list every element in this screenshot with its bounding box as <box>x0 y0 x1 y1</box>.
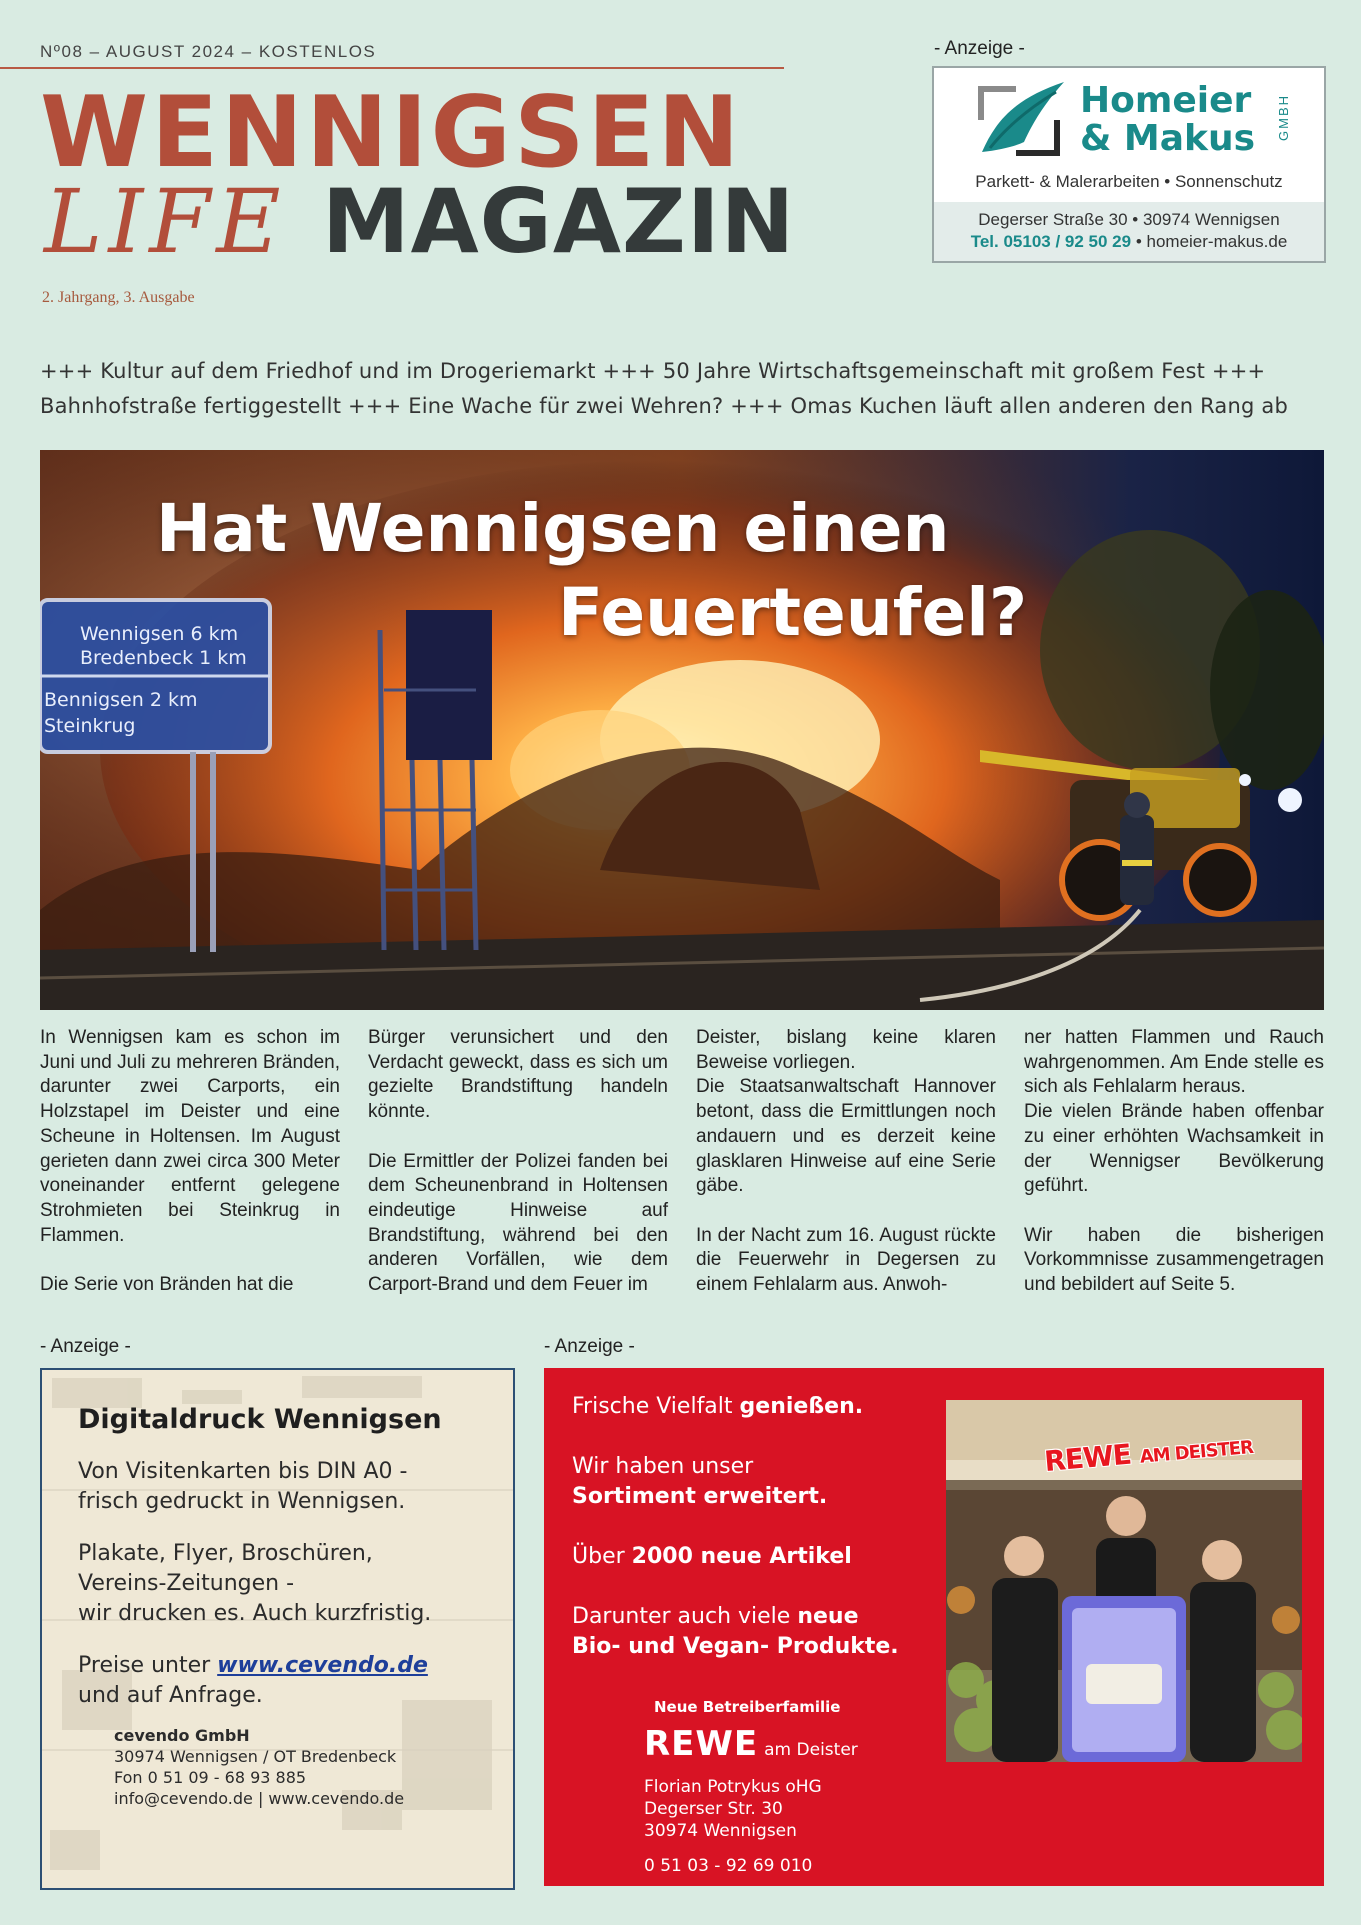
article-column-4 <box>1024 1026 1324 1298</box>
article-column-3 <box>696 1026 996 1298</box>
rewe-line-3 <box>572 1542 952 1572</box>
services-text: Parkett- & Malerarbeiten • Sonnenschutz <box>975 172 1283 191</box>
price-prefix: Preise unter <box>78 1653 218 1678</box>
teaser-line-2: Bahnhofstraße fertiggestellt +++ Eine Wache für zwei Wehren? +++ Omas Kuchen läuft allen anderen den Rang ab <box>40 394 1289 418</box>
sign-text-1: Wennigsen 6 km <box>80 623 239 645</box>
address-box <box>934 202 1324 261</box>
homeier-makus-ad[interactable] <box>932 66 1326 263</box>
article-paragraph: Die Serie von Bränden hat die <box>40 1274 294 1296</box>
contact-separator: • <box>1131 232 1147 251</box>
sign-text-2: Bredenbeck 1 km <box>80 647 247 669</box>
sign-text-3: Bennigsen 2 km <box>44 689 198 711</box>
masthead-title-life: LIFE <box>44 170 287 273</box>
ad-text-line: frisch gedruckt in Wennigsen. <box>78 1489 406 1514</box>
rewe-text-bold: Sortiment erweitert. <box>572 1484 828 1509</box>
homeier-makus-logo-icon <box>976 80 1066 160</box>
rewe-line-4 <box>572 1602 952 1662</box>
article-paragraph: Deister, bislang keine klaren Beweise vorliegen. <box>696 1027 996 1073</box>
hero-headline-line-2: Feuerteufel? <box>558 574 1028 651</box>
rewe-text-bold: neue <box>797 1604 859 1629</box>
article-paragraph: In Wennigsen kam es schon im Juni und Juli zu mehreren Bränden, darunter zwei Carports, ein Holzstapel im Deister und eine Scheune in Holtensen. Im August gerieten dann zwei circa 300 Meter voneinander entfernt gelegene Strohmieten bei Steinkrug in Flammen. <box>40 1027 340 1246</box>
ad-text-line: Vereins-Zeitungen - <box>78 1571 295 1596</box>
masthead-title-magazin: MAGAZIN <box>322 170 796 273</box>
rewe-text: Frische Vielfalt <box>572 1394 740 1419</box>
rewe-logo-text: REWE <box>644 1724 759 1764</box>
rewe-text-bold: genießen. <box>739 1394 864 1419</box>
ad-text-line: und auf Anfrage. <box>78 1683 263 1708</box>
rewe-city: 30974 Wennigsen <box>644 1821 797 1841</box>
rewe-store-photo <box>946 1400 1302 1762</box>
hero-fire-photo <box>40 450 1324 1010</box>
rewe-text-bold: Bio- und Vegan- Produkte. <box>572 1634 899 1659</box>
company-line-1: Homeier <box>1080 80 1252 121</box>
rewe-text: Wir haben unser <box>572 1454 754 1479</box>
store-sign-brand: REWE <box>1042 1437 1133 1479</box>
issue-line: Nº08 – AUGUST 2024 – KOSTENLOS <box>40 42 377 61</box>
company-phone: Tel. 05103 / 92 50 29 <box>970 232 1132 251</box>
rewe-text: Über <box>572 1544 632 1569</box>
rewe-ad-label: - Anzeige - <box>544 1336 635 1357</box>
rewe-logo-suffix: am Deister <box>764 1740 858 1760</box>
company-contact <box>934 232 1324 252</box>
masthead-title-wennigsen: WENNIGSEN <box>40 76 743 190</box>
article-column-1 <box>40 1026 340 1298</box>
top-ad-label: - Anzeige - <box>934 38 1025 59</box>
company-website-link[interactable]: homeier-makus.de <box>1146 232 1288 251</box>
rewe-line-2 <box>572 1452 952 1512</box>
ad-price-line <box>78 1651 498 1681</box>
digitaldruck-ad[interactable] <box>40 1368 515 1890</box>
volume-info: 2. Jahrgang, 3. Ausgabe <box>42 289 195 306</box>
article-column-2 <box>368 1026 668 1298</box>
article-paragraph: Bürger verunsichert und den Verdacht geweckt, dass es sich um gezielte Brandstiftung handeln könnte. <box>368 1027 668 1123</box>
sign-text-4: Steinkrug <box>44 715 136 737</box>
digitaldruck-title: Digitaldruck Wennigsen <box>78 1404 442 1435</box>
teaser-line-1: +++ Kultur auf dem Friedhof und im Drogeriemarkt +++ 50 Jahre Wirtschaftsgemeinschaft mit großem Fest +++ <box>40 359 1266 383</box>
article-paragraph: Die Staatsanwaltschaft Hannover betont, dass die Ermittlungen noch andauern und es derzeit keine glasklaren Hinweise auf eine Serie gäbe. <box>696 1076 996 1197</box>
digitaldruck-ad-label: - Anzeige - <box>40 1336 131 1357</box>
rewe-phone: 0 51 03 - 92 69 010 <box>644 1856 813 1876</box>
rewe-line-1 <box>572 1392 952 1422</box>
article-paragraph: In der Nacht zum 16. August rückte die Feuerwehr in Degersen zu einem Fehlalarm aus. Anwoh- <box>696 1224 996 1296</box>
cevendo-company-block <box>114 1725 498 1809</box>
rewe-street: Degerser Str. 30 <box>644 1799 783 1819</box>
rewe-text: Darunter auch viele <box>572 1604 798 1629</box>
company-line-2: & Makus <box>1080 118 1256 159</box>
rewe-text-bold: 2000 neue Artikel <box>631 1544 852 1569</box>
rewe-ad-text <box>572 1392 952 1692</box>
article-paragraph: Wir haben die bisherigen Vorkommnisse zusammengetragen und bebildert auf Seite 5. <box>1024 1224 1324 1296</box>
company-address: 30974 Wennigsen / OT Bredenbeck <box>114 1747 397 1766</box>
hero-headline-line-1: Hat Wennigsen einen <box>156 490 950 567</box>
rewe-brand <box>644 1724 858 1764</box>
rewe-ad[interactable] <box>544 1368 1324 1886</box>
article-paragraph: Die Ermittler der Polizei fanden bei dem Scheunenbrand in Holtensen eindeutige Hinweise auf Brandstiftung, während bei den anderen Vorfällen, wie dem Carport-Brand und dem Feuer im <box>368 1150 668 1296</box>
company-name: cevendo GmbH <box>114 1726 250 1745</box>
rewe-family-label: Neue Betreiberfamilie <box>654 1698 841 1716</box>
rewe-address <box>644 1776 822 1842</box>
company-phone: Fon 0 51 09 - 68 93 885 <box>114 1768 307 1787</box>
article-paragraph: ner hatten Flammen und Rauch wahrgenommen. Am Ende stelle es sich als Fehlalarm heraus. <box>1024 1027 1324 1098</box>
masthead-divider <box>0 67 784 69</box>
rewe-owner: Florian Potrykus oHG <box>644 1777 822 1797</box>
company-address: Degerser Straße 30 • 30974 Wennigsen <box>978 210 1280 229</box>
company-contact: info@cevendo.de | www.cevendo.de <box>114 1789 405 1808</box>
article-paragraph: Die vielen Brände haben offenbar zu einer erhöhten Wachsamkeit in der Wennigser Bevölkerung geführt. <box>1024 1101 1324 1197</box>
company-suffix: GMBH <box>1276 94 1291 141</box>
ad-text-line: Plakate, Flyer, Broschüren, <box>78 1541 373 1566</box>
ad-text-line: wir drucken es. Auch kurzfristig. <box>78 1601 432 1626</box>
cevendo-website-link[interactable]: www.cevendo.de <box>217 1653 428 1678</box>
teaser-headlines <box>40 354 1330 424</box>
homeier-makus-name <box>1080 82 1255 158</box>
ad-text-line: Von Visitenkarten bis DIN A0 - <box>78 1459 408 1484</box>
store-sign-suffix: AM DEISTER <box>1138 1436 1254 1468</box>
